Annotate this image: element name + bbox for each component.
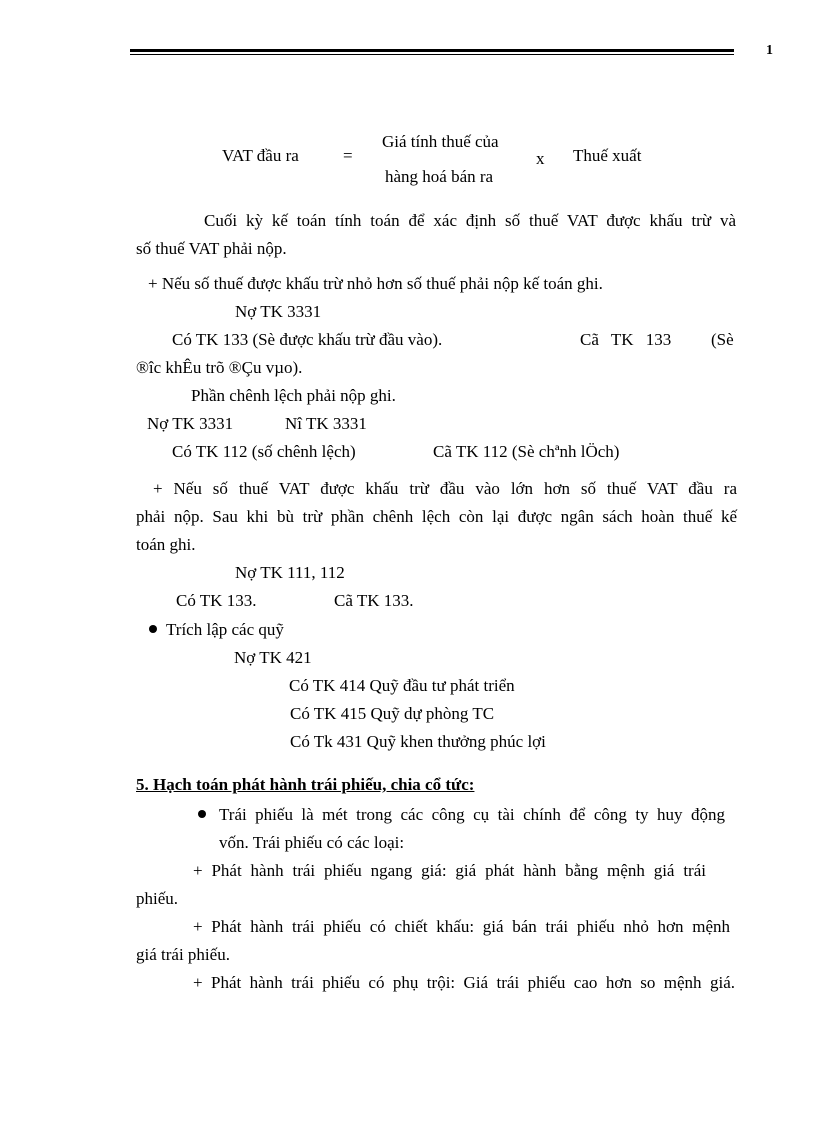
entry-debit-421: Nợ TK 421 (234, 648, 312, 667)
entry-credit-431: Có Tk 431 Quỹ khen thưởng phúc lợi (290, 732, 546, 751)
para-1-line-1: Cuối kỳ kế toán tính toán để xác định số thuế VAT được khấu trừ và (204, 211, 736, 230)
header-rule-thin (130, 54, 734, 55)
funds-heading: Trích lập các quỹ (166, 620, 284, 639)
entry-credit-133-legacy: Cã TK 133 (580, 330, 672, 349)
section-5-heading: 5. Hạch toán phát hành trái phiếu, chia cổ tức: (136, 775, 475, 794)
case-2-line-1: + Nếu số thuế VAT được khấu trừ đầu vào lớn hơn số thuế VAT đầu ra (153, 479, 737, 498)
bond-intro-line-1: Trái phiếu là mét trong các công cụ tài chính để công ty huy động (219, 805, 725, 824)
bond-discount-line-1: + Phát hành trái phiếu có chiết khấu: giá bán trái phiếu nhỏ hơn mệnh (193, 917, 730, 936)
entry-debit-111-112: Nợ TK 111, 112 (235, 563, 345, 582)
formula-denominator: hàng hoá bán ra (385, 167, 494, 186)
bond-discount-line-2: giá trái phiếu. (136, 945, 230, 964)
header-rule-thick (130, 49, 734, 52)
formula-rate: Thuế xuất (573, 146, 642, 165)
entry-credit-414: Có TK 414 Quỹ đầu tư phát triển (289, 676, 515, 695)
bond-par-line-1: + Phát hành trái phiếu ngang giá: giá phát hành bằng mệnh giá trái (193, 861, 706, 880)
formula-times: x (536, 149, 545, 168)
entry-credit-133-b-legacy: Cã TK 133. (334, 591, 414, 610)
bullet-icon (198, 810, 206, 818)
entry-debit-3331-legacy: Nî TK 3331 (285, 414, 367, 433)
entry-credit-133: Có TK 133 (Sè được khấu trừ đầu vào). (172, 330, 443, 349)
entry-debit-3331-b: Nợ TK 3331 (147, 414, 234, 433)
bond-intro-line-2: vốn. Trái phiếu có các loại: (219, 833, 405, 852)
legacy-note-continued: ®îc khÊu trõ ®Çu vµo). (136, 358, 303, 377)
case-2-line-3: toán ghi. (136, 535, 196, 554)
entry-credit-133-legacy-note: (Sè (711, 330, 734, 349)
entry-credit-133-b: Có TK 133. (176, 591, 257, 610)
formula-equals: = (343, 146, 353, 165)
entry-debit-3331: Nợ TK 3331 (235, 302, 322, 321)
entry-credit-112: Có TK 112 (số chênh lệch) (172, 442, 356, 461)
difference-text: Phần chênh lệch phải nộp ghi. (191, 386, 396, 405)
para-1-line-2: số thuế VAT phải nộp. (136, 239, 287, 258)
formula-numerator: Giá tính thuế của (382, 132, 499, 151)
bullet-icon (149, 625, 157, 633)
entry-credit-415: Có TK 415 Quỹ dự phòng TC (290, 704, 495, 723)
formula-lhs: VAT đầu ra (222, 146, 299, 165)
bond-premium-line: + Phát hành trái phiếu có phụ trội: Giá trái phiếu cao hơn so mệnh giá. (193, 973, 735, 992)
case-2-line-2: phải nộp. Sau khi bù trừ phần chênh lệch còn lại được ngân sách hoàn thuế kế (136, 507, 737, 526)
bond-par-line-2: phiếu. (136, 889, 179, 908)
entry-credit-112-legacy: Cã TK 112 (Sè chªnh lÖch) (433, 442, 620, 461)
page-number: 1 (766, 43, 773, 58)
case-1-text: + Nếu số thuế được khấu trừ nhỏ hơn số thuế phải nộp kế toán ghi. (148, 274, 603, 293)
